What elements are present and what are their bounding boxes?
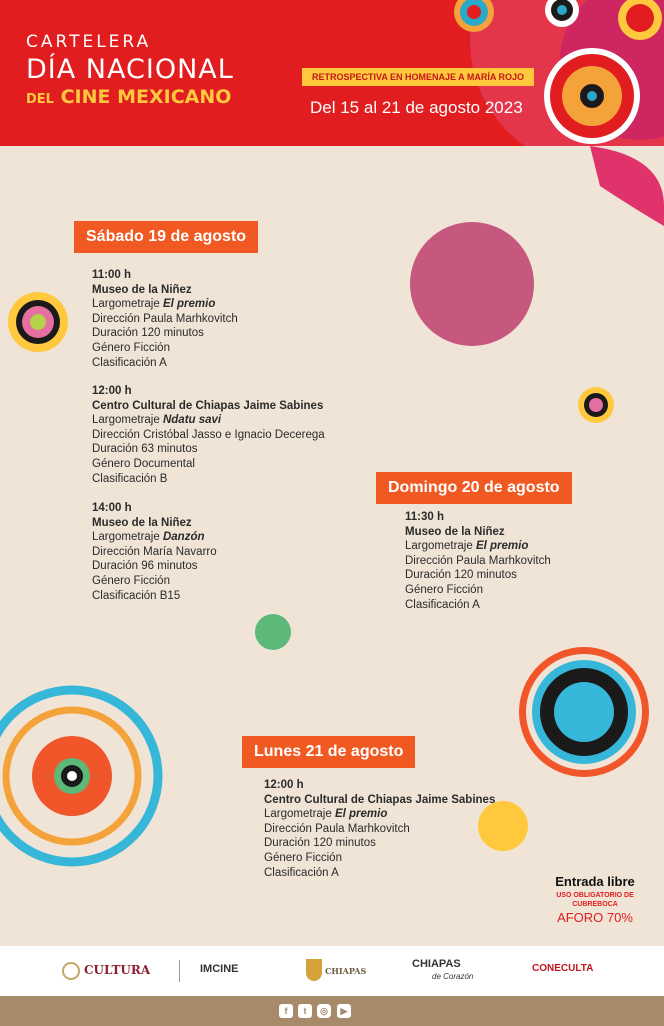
event-time: 11:30 h xyxy=(405,511,444,523)
title-cine-mexicano-text: CINE MEXICANO xyxy=(60,86,232,108)
mask-line-2: CUBREBOCA xyxy=(572,901,618,908)
header-banner xyxy=(0,0,664,146)
event-sat-1 xyxy=(92,268,238,370)
sponsor-logos xyxy=(0,946,664,996)
event-duration: Duración 120 minutos xyxy=(405,569,517,582)
event-film: Ndatu savi xyxy=(162,414,222,427)
event-time: 12:00 h xyxy=(264,779,304,791)
event-venue: Museo de la Niñez xyxy=(92,283,192,296)
cultura-logo-icon xyxy=(62,962,80,980)
event-film-line xyxy=(92,297,238,312)
title-del: DEL xyxy=(26,92,54,107)
event-direction: Dirección María Navarro xyxy=(92,545,217,558)
tagline-retrospectiva: RETROSPECTIVA EN HOMENAJE A MARÍA ROJO xyxy=(302,68,534,86)
event-direction: Dirección Paula Marhkovitch xyxy=(405,554,551,567)
logo-chiapas: CHIAPAS xyxy=(325,966,367,976)
event-type: Largometraje xyxy=(92,298,160,311)
logo-imcine: IMCINE xyxy=(200,963,239,975)
event-genre: Género Ficción xyxy=(92,341,170,354)
event-duration: Duración 63 minutos xyxy=(92,443,198,456)
event-type: Largometraje xyxy=(405,540,473,553)
mask-line-1: USO OBLIGATORIO DE xyxy=(556,892,634,899)
event-rating: Clasificación A xyxy=(264,866,339,879)
title-cine-mexicano xyxy=(26,86,231,108)
event-direction: Dirección Paula Marhkovitch xyxy=(264,822,410,835)
event-type: Largometraje xyxy=(92,531,160,544)
title-cartelera: CARTELERA xyxy=(26,32,152,52)
event-film-line xyxy=(92,530,217,545)
event-rating: Clasificación B xyxy=(92,472,168,485)
event-rating: Clasificación A xyxy=(405,598,480,611)
event-venue: Museo de la Niñez xyxy=(405,525,505,538)
event-time: 12:00 h xyxy=(92,385,132,397)
facebook-icon[interactable]: f xyxy=(279,1004,293,1018)
title-dia-nacional: DÍA NACIONAL xyxy=(26,54,234,85)
event-type: Largometraje xyxy=(92,414,160,427)
instagram-icon[interactable]: ◎ xyxy=(317,1004,331,1018)
day-tag-sunday: Domingo 20 de agosto xyxy=(378,474,570,502)
event-film: El premio xyxy=(475,540,529,553)
event-sat-2 xyxy=(92,384,325,486)
event-rating: Clasificación B15 xyxy=(92,589,181,602)
event-film: Danzón xyxy=(162,531,205,544)
youtube-icon[interactable]: ▶ xyxy=(337,1004,351,1018)
event-genre: Género Ficción xyxy=(264,851,342,864)
event-venue: Museo de la Niñez xyxy=(92,516,192,529)
logo-chiapas-corazon-sub: de Corazón xyxy=(432,972,474,981)
capacity: AFORO 70% xyxy=(557,910,633,925)
event-duration: Duración 120 minutos xyxy=(264,837,376,850)
entry-info xyxy=(540,874,650,925)
event-genre: Género Ficción xyxy=(405,583,483,596)
day-tag-saturday: Sábado 19 de agosto xyxy=(76,223,256,251)
event-film-line xyxy=(264,807,495,822)
day-tag-monday: Lunes 21 de agosto xyxy=(244,738,413,766)
event-type: Largometraje xyxy=(264,808,332,821)
event-time: 14:00 h xyxy=(92,502,132,514)
logo-cultura: CULTURA xyxy=(84,963,151,977)
event-film: El premio xyxy=(334,808,388,821)
event-sat-3 xyxy=(92,501,217,603)
chiapas-shield-icon xyxy=(306,959,322,981)
event-film-line xyxy=(405,539,551,554)
mask-notice xyxy=(540,891,650,909)
entry-free: Entrada libre xyxy=(555,874,635,889)
event-genre: Género Documental xyxy=(92,457,195,470)
event-duration: Duración 120 minutos xyxy=(92,327,204,340)
event-film: El premio xyxy=(162,298,216,311)
festival-dates: Del 15 al 21 de agosto 2023 xyxy=(310,98,523,117)
event-venue: Centro Cultural de Chiapas Jaime Sabines xyxy=(92,399,324,412)
event-time: 11:00 h xyxy=(92,269,131,281)
event-direction: Dirección Cristóbal Jasso e Ignacio Decerega xyxy=(92,428,325,441)
event-rating: Clasificación A xyxy=(92,356,167,369)
logo-chiapas-corazon xyxy=(412,958,473,982)
pink-circle xyxy=(410,222,534,346)
logo-coneculta: CONECULTA xyxy=(532,963,594,974)
event-film-line xyxy=(92,413,325,428)
event-direction: Dirección Paula Marhkovitch xyxy=(92,312,238,325)
event-genre: Género Ficción xyxy=(92,574,170,587)
event-sun-1 xyxy=(405,510,551,612)
social-bar xyxy=(0,996,664,1026)
logo-divider xyxy=(179,960,180,982)
logo-chiapas-corazon-text: CHIAPAS xyxy=(412,958,461,970)
twitter-icon[interactable]: t xyxy=(298,1004,312,1018)
event-mon-1 xyxy=(264,778,495,880)
event-venue: Centro Cultural de Chiapas Jaime Sabines xyxy=(264,793,496,806)
event-duration: Duración 96 minutos xyxy=(92,560,198,573)
